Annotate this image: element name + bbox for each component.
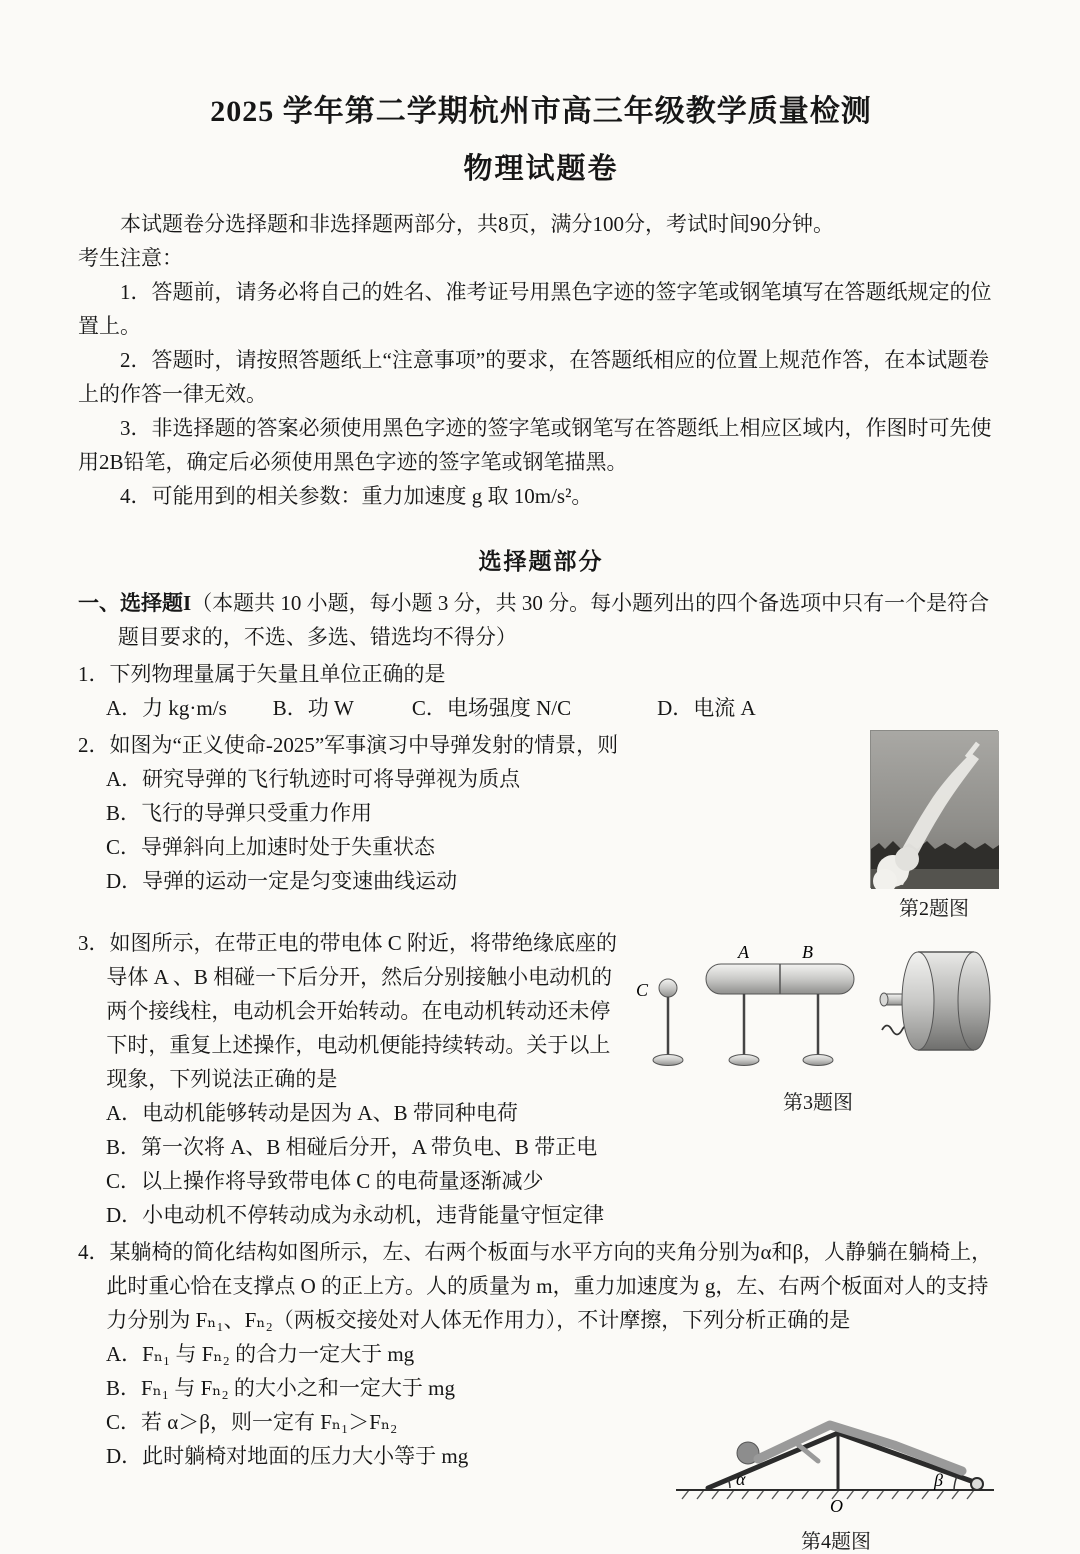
label-alpha: α — [736, 1469, 746, 1490]
question-2-option-d: D．导弹的运动一定是匀变速曲线运动 — [106, 869, 458, 894]
notice-heading: 考生注意： — [78, 246, 183, 271]
right-board — [838, 1433, 974, 1482]
question-4 — [78, 1235, 1004, 1554]
page-subtitle: 物理试题卷 — [463, 153, 619, 185]
question-2-stem: 2．如图为“正义使命-2025”军事演习中导弹发射的情景，则 — [78, 733, 619, 758]
page-title: 2025 学年第二学期杭州市高三年级教学质量检测 — [210, 95, 872, 128]
figure-3-caption: 第3题图 — [783, 1092, 853, 1115]
figure-question-3 — [632, 932, 1004, 1115]
question-1-options — [78, 691, 1004, 725]
label-conductor-c: C — [636, 980, 649, 1001]
notice-item-3: 3．非选择题的答案必须使用黑色字迹的签字笔或钢笔写在答题纸上相应区域内，作图时可先使用2B铅笔，确定后必须使用黑色字迹的签字笔或钢笔描黑。 — [78, 416, 992, 475]
section-heading — [78, 586, 1004, 654]
question-2 — [78, 728, 1004, 923]
question-4-stem: 4．某躺椅的简化结构如图所示，左、右两个板面与水平方向的夹角分别为α和β，人静躺在躺椅上，此时重心恰在支撑点 O 的正上方。人的质量为 m，重力加速度为 g，左、右两个板面对人的支持力分别为 Fₙ₁、Fₙ₂（两板交接处对人体无作用力），不计摩擦，下列分析正确的是 — [78, 1240, 993, 1333]
question-4-option-b: B．Fₙ₁ 与 Fₙ₂ 的大小之和一定大于 mg — [106, 1376, 456, 1401]
label-support-point-o: O — [830, 1496, 843, 1517]
missile-launch-image — [871, 731, 999, 889]
question-3-options — [78, 1096, 1004, 1232]
figure-question-2 — [864, 730, 1004, 921]
motor-front-face — [902, 952, 934, 1050]
question-1-option-b: B．功 W — [272, 696, 354, 721]
chair-wheel — [971, 1478, 983, 1490]
question-3 — [78, 926, 1004, 1232]
person-body — [758, 1425, 962, 1471]
stand-base — [729, 1055, 759, 1066]
question-3-option-a: A．电动机能够转动是因为 A、B 带同种电荷 — [106, 1101, 518, 1126]
ground-hatching — [682, 1490, 974, 1499]
question-3-stem: 3．如图所示，在带正电的带电体 C 附近，将带绝缘底座的导体 A 、B 相碰一下后分开，然后分别接触小电动机的两个接线柱，电动机会开始转动。在电动机转动还未停下时，重复上述操作，电动机便能持续转动。关于以上现象，下列说法正确的是 — [78, 931, 618, 1092]
figure-4-caption: 第4题图 — [801, 1531, 871, 1554]
stand-base — [653, 1055, 683, 1066]
notice-item-2: 2．答题时，请按照答题纸上“注意事项”的要求，在答题纸相应的位置上规范作答，在本试题卷上的作答一律无效。 — [78, 348, 990, 407]
question-1-stem: 1．下列物理量属于矢量且单位正确的是 — [78, 662, 446, 687]
question-1-option-c: C．电场强度 N/C — [411, 696, 572, 721]
smoke-cloud — [895, 847, 919, 871]
beta-angle-arc — [954, 1476, 957, 1490]
question-1-option-a: A．力 kg·m/s — [106, 696, 227, 721]
label-beta: β — [934, 1470, 943, 1491]
recliner-chair-diagram — [668, 1339, 1004, 1521]
figure-2-caption: 第2题图 — [899, 898, 969, 921]
question-1-option-d: D．电流 A — [657, 696, 756, 721]
label-conductor-a: A — [738, 942, 749, 963]
question-4-option-a: A．Fₙ₁ 与 Fₙ₂ 的合力一定大于 mg — [106, 1342, 415, 1367]
motor-shaft-end — [880, 993, 888, 1006]
question-2-option-a: A．研究导弹的飞行轨迹时可将导弹视为质点 — [106, 767, 521, 792]
electric-motor — [880, 952, 990, 1050]
motor-end-cap — [958, 952, 990, 1050]
missile-launch-photo — [870, 730, 998, 888]
section-description: （本题共 10 小题，每小题 3 分，共 30 分。每小题列出的四个备选项中只有一个是符合题目要求的，不选、多选、错选均不得分） — [117, 591, 990, 650]
stand-base — [803, 1055, 833, 1066]
label-conductor-b: B — [802, 942, 813, 963]
question-3-option-b: B．第一次将 A、B 相碰后分开，A 带负电、B 带正电 — [106, 1135, 598, 1160]
charged-ball-c — [659, 979, 677, 997]
question-1 — [78, 657, 1004, 725]
question-4-option-c: C．若 α＞β，则一定有 Fₙ₁＞Fₙ₂ — [106, 1410, 398, 1435]
question-4-option-d: D．此时躺椅对地面的压力大小等于 mg — [106, 1444, 469, 1469]
notice-item-1: 1．答题前，请务必将自己的姓名、准考证号用黑色字迹的签字笔或钢笔填写在答题纸规定的位置上。 — [78, 280, 992, 339]
figure-question-4 — [668, 1339, 1004, 1554]
section-prefix: 一、选择题I — [78, 591, 192, 616]
question-3-option-d: D．小电动机不停转动成为永动机，违背能量守恒定律 — [106, 1203, 605, 1228]
intro-paragraph: 本试题卷分选择题和非选择题两部分，共8页，满分100分，考试时间90分钟。 — [120, 212, 834, 236]
part-heading: 选择题部分 — [478, 549, 604, 575]
question-2-option-c: C．导弹斜向上加速时处于失重状态 — [106, 835, 436, 860]
question-2-option-b: B．飞行的导弹只受重力作用 — [106, 801, 373, 826]
question-3-option-c: C．以上操作将导致带电体 C 的电荷量逐渐减少 — [106, 1169, 544, 1194]
electrostatics-motor-diagram — [632, 932, 1004, 1082]
notice-item-4: 4．可能用到的相关参数：重力加速度 g 取 10m/s²。 — [120, 484, 593, 509]
